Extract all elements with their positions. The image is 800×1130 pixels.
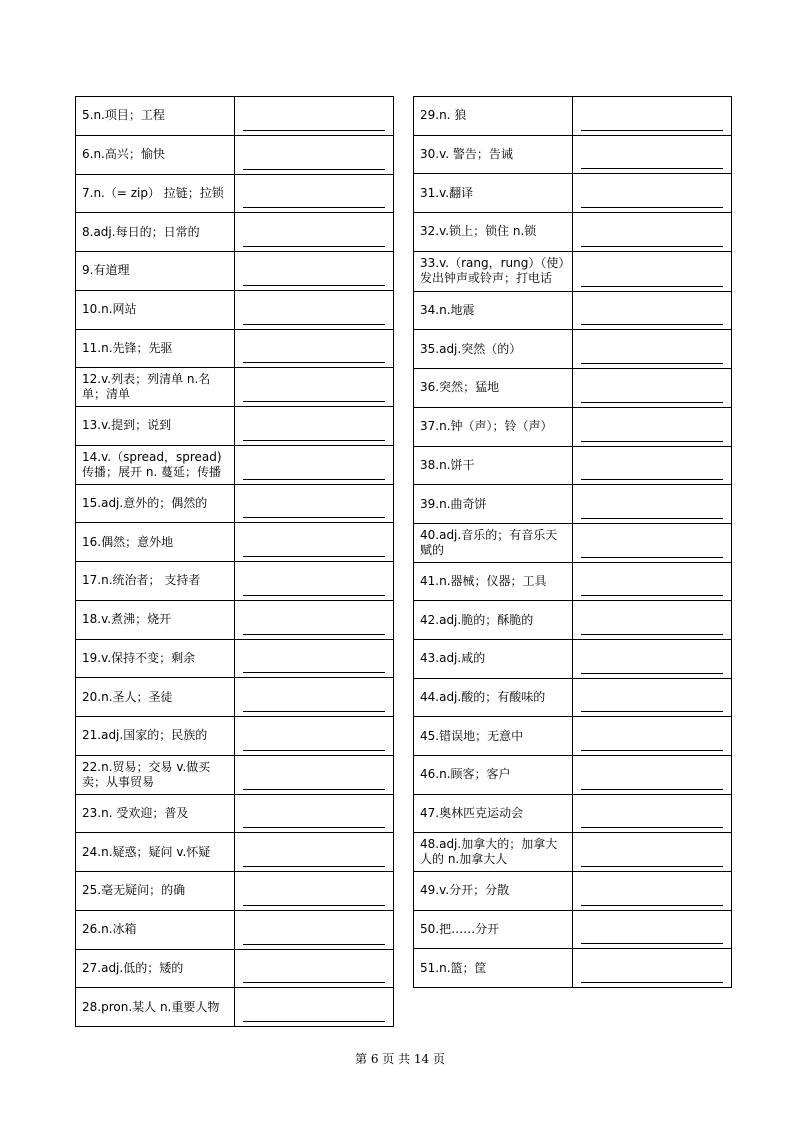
table-row: [76, 368, 394, 407]
vocab-term: 49.v.分开；分散: [414, 872, 573, 911]
answer-cell[interactable]: [235, 949, 394, 988]
answer-cell[interactable]: [573, 833, 732, 872]
answer-line: [243, 595, 385, 596]
vocab-term: 34.n.地震: [414, 291, 573, 330]
answer-line: [243, 130, 385, 131]
vocab-term: 48.adj.加拿大的；加拿大人的 n.加拿大人: [414, 833, 573, 872]
table-row: [414, 678, 732, 717]
table-row: [414, 369, 732, 408]
table-row: [414, 756, 732, 795]
vocab-term: 50.把……分开: [414, 910, 573, 949]
vocab-term: 41.n.器械；仪器；工具: [414, 562, 573, 601]
vocab-term: 22.n.贸易；交易 v.做买卖；从事贸易: [76, 755, 235, 794]
answer-line: [581, 246, 723, 247]
answer-line: [581, 711, 723, 712]
table-row: [76, 174, 394, 213]
vocab-term: 5.n.项目；工程: [76, 97, 235, 136]
vocab-term: 46.n.顾客；客户: [414, 756, 573, 795]
table-row: [414, 717, 732, 756]
vocab-term: 6.n.高兴；愉快: [76, 135, 235, 174]
answer-line: [581, 207, 723, 208]
vocab-term: 28.pron.某人 n.重要人物: [76, 988, 235, 1027]
vocab-term: 9.有道理: [76, 252, 235, 291]
answer-line: [581, 324, 723, 325]
vocab-term: 38.n.饼干: [414, 446, 573, 485]
table-row: [414, 291, 732, 330]
table-row: [414, 446, 732, 485]
answer-line: [581, 168, 723, 169]
vocab-term: 21.adj.国家的；民族的: [76, 717, 235, 756]
answer-cell[interactable]: [235, 97, 394, 136]
answer-cell[interactable]: [573, 910, 732, 949]
answer-line: [243, 169, 385, 170]
vocab-term: 14.v.（spread，spread)传播；展开 n. 蔓延；传播: [76, 445, 235, 484]
answer-cell[interactable]: [235, 562, 394, 601]
left-vocab-table: [75, 96, 394, 1027]
vocab-term: 16.偶然；意外地: [76, 523, 235, 562]
table-row: [76, 213, 394, 252]
table-row: [76, 988, 394, 1027]
answer-line: [243, 1021, 385, 1022]
answer-line: [581, 866, 723, 867]
vocab-term: 20.n.圣人；圣徒: [76, 678, 235, 717]
vocab-term: 40.adj.音乐的；有音乐天赋的: [414, 523, 573, 562]
table-row: [414, 872, 732, 911]
answer-cell[interactable]: [573, 872, 732, 911]
table-row: [76, 562, 394, 601]
answer-line: [243, 866, 385, 867]
answer-line: [581, 130, 723, 131]
answer-cell[interactable]: [573, 717, 732, 756]
table-row: [76, 833, 394, 872]
vocab-term: 7.n.（= zip） 拉链；拉锁: [76, 174, 235, 213]
table-row: [414, 135, 732, 174]
answer-cell[interactable]: [573, 756, 732, 795]
answer-line: [581, 673, 723, 674]
answer-cell[interactable]: [573, 330, 732, 369]
vocab-term: 25.毫无疑问；的确: [76, 872, 235, 911]
vocab-term: 51.n.篮；筐: [414, 949, 573, 988]
answer-cell[interactable]: [573, 174, 732, 213]
vocab-term: 15.adj.意外的；偶然的: [76, 484, 235, 523]
table-row: [76, 329, 394, 368]
answer-cell[interactable]: [235, 988, 394, 1027]
answer-cell[interactable]: [573, 678, 732, 717]
vocab-term: 43.adj.咸的: [414, 639, 573, 678]
answer-cell[interactable]: [573, 601, 732, 640]
vocab-term: 23.n. 受欢迎；普及: [76, 794, 235, 833]
answer-line: [243, 440, 385, 441]
vocab-term: 26.n.冰箱: [76, 910, 235, 949]
vocab-term: 24.n.疑惑；疑问 v.怀疑: [76, 833, 235, 872]
answer-line: [243, 982, 385, 983]
answer-cell[interactable]: [235, 252, 394, 291]
table-row: [76, 600, 394, 639]
answer-cell[interactable]: [573, 369, 732, 408]
table-row: [76, 910, 394, 949]
table-row: [414, 910, 732, 949]
answer-cell[interactable]: [235, 290, 394, 329]
answer-cell[interactable]: [573, 291, 732, 330]
table-row: [414, 523, 732, 562]
table-row: [76, 794, 394, 833]
vocab-term: 45.错误地；无意中: [414, 717, 573, 756]
table-row: [76, 252, 394, 291]
answer-cell[interactable]: [573, 407, 732, 446]
table-row: [414, 949, 732, 988]
answer-line: [243, 789, 385, 790]
answer-cell[interactable]: [235, 407, 394, 446]
answer-line: [581, 750, 723, 751]
vocab-term: 17.n.统治者； 支持者: [76, 562, 235, 601]
answer-line: [581, 595, 723, 596]
table-row: [414, 601, 732, 640]
vocab-term: 47.奥林匹克运动会: [414, 794, 573, 833]
answer-cell[interactable]: [235, 174, 394, 213]
vocab-term: 33.v.（rang，rung）（使）发出钟声或铃声；打电话: [414, 251, 573, 291]
page-footer: 第 6 页 共 14 页: [355, 1052, 445, 1066]
answer-line: [243, 401, 385, 402]
vocab-term: 32.v.锁上；锁住 n.锁: [414, 213, 573, 252]
vocab-term: 37.n.钟（声）；铃（声）: [414, 407, 573, 446]
answer-line: [243, 324, 385, 325]
answer-cell[interactable]: [573, 562, 732, 601]
answer-line: [243, 556, 385, 557]
answer-cell[interactable]: [573, 213, 732, 252]
vocab-term: 19.v.保持不变；剩余: [76, 639, 235, 678]
answer-cell[interactable]: [235, 523, 394, 562]
answer-line: [581, 557, 723, 558]
right-vocab-table: [413, 96, 732, 988]
answer-cell[interactable]: [573, 135, 732, 174]
table-row: [414, 330, 732, 369]
vocab-term: 44.adj.酸的；有酸味的: [414, 678, 573, 717]
answer-line: [243, 750, 385, 751]
vocab-term: 39.n.曲奇饼: [414, 485, 573, 524]
answer-cell[interactable]: [235, 484, 394, 523]
table-row: [76, 523, 394, 562]
vocab-term: 8.adj.每日的；日常的: [76, 213, 235, 252]
answer-cell[interactable]: [573, 523, 732, 562]
answer-cell[interactable]: [235, 717, 394, 756]
answer-line: [581, 905, 723, 906]
vocab-term: 10.n.网站: [76, 290, 235, 329]
right-table-body: [414, 97, 732, 988]
table-row: [76, 755, 394, 794]
answer-cell[interactable]: [573, 485, 732, 524]
vocab-term: 27.adj.低的；矮的: [76, 949, 235, 988]
answer-cell[interactable]: [235, 600, 394, 639]
answer-line: [581, 634, 723, 635]
answer-line: [581, 479, 723, 480]
answer-cell[interactable]: [573, 251, 732, 291]
table-row: [76, 639, 394, 678]
answer-line: [581, 518, 723, 519]
answer-line: [581, 402, 723, 403]
answer-line: [243, 285, 385, 286]
answer-cell[interactable]: [235, 639, 394, 678]
answer-line: [243, 827, 385, 828]
vocab-term: 36.突然；猛地: [414, 369, 573, 408]
vocab-term: 18.v.煮沸；烧开: [76, 600, 235, 639]
answer-cell[interactable]: [573, 639, 732, 678]
answer-line: [581, 827, 723, 828]
table-row: [414, 97, 732, 136]
table-row: [414, 174, 732, 213]
table-row: [76, 717, 394, 756]
table-row: [76, 949, 394, 988]
answer-line: [243, 634, 385, 635]
table-row: [414, 639, 732, 678]
vocab-term: 42.adj.脆的；酥脆的: [414, 601, 573, 640]
answer-cell[interactable]: [235, 213, 394, 252]
table-row: [414, 833, 732, 872]
table-row: [414, 251, 732, 291]
answer-line: [243, 944, 385, 945]
answer-cell[interactable]: [573, 794, 732, 833]
answer-cell[interactable]: [235, 872, 394, 911]
table-row: [76, 135, 394, 174]
answer-cell[interactable]: [573, 949, 732, 988]
answer-cell[interactable]: [573, 97, 732, 136]
answer-line: [581, 789, 723, 790]
answer-line: [581, 286, 723, 287]
answer-line: [243, 246, 385, 247]
vocab-term: 29.n. 狼: [414, 97, 573, 136]
answer-cell[interactable]: [235, 678, 394, 717]
table-row: [414, 485, 732, 524]
answer-line: [243, 479, 385, 480]
table-row: [76, 445, 394, 484]
answer-line: [581, 943, 723, 944]
answer-line: [243, 672, 385, 673]
table-row: [76, 290, 394, 329]
answer-line: [581, 441, 723, 442]
answer-cell[interactable]: [235, 910, 394, 949]
answer-cell[interactable]: [235, 368, 394, 407]
answer-cell[interactable]: [235, 329, 394, 368]
left-table-body: [76, 97, 394, 1027]
table-row: [414, 562, 732, 601]
vocab-term: 13.v.提到；说到: [76, 407, 235, 446]
answer-line: [243, 207, 385, 208]
answer-line: [243, 362, 385, 363]
answer-line: [243, 517, 385, 518]
vocab-term: 35.adj.突然（的）: [414, 330, 573, 369]
table-row: [76, 97, 394, 136]
table-row: [76, 484, 394, 523]
answer-line: [581, 363, 723, 364]
answer-line: [243, 905, 385, 906]
table-row: [76, 407, 394, 446]
vocab-term: 31.v.翻译: [414, 174, 573, 213]
table-row: [414, 794, 732, 833]
table-row: [414, 213, 732, 252]
answer-cell[interactable]: [235, 445, 394, 484]
answer-cell[interactable]: [235, 794, 394, 833]
answer-line: [243, 711, 385, 712]
answer-cell[interactable]: [573, 446, 732, 485]
vocab-term: 11.n.先锋；先驱: [76, 329, 235, 368]
answer-cell[interactable]: [235, 833, 394, 872]
vocab-term: 12.v.列表；列清单 n.名单；清单: [76, 368, 235, 407]
vocab-term: 30.v. 警告；告诫: [414, 135, 573, 174]
table-row: [414, 407, 732, 446]
answer-cell[interactable]: [235, 755, 394, 794]
answer-line: [581, 982, 723, 983]
answer-cell[interactable]: [235, 135, 394, 174]
table-row: [76, 678, 394, 717]
table-row: [76, 872, 394, 911]
